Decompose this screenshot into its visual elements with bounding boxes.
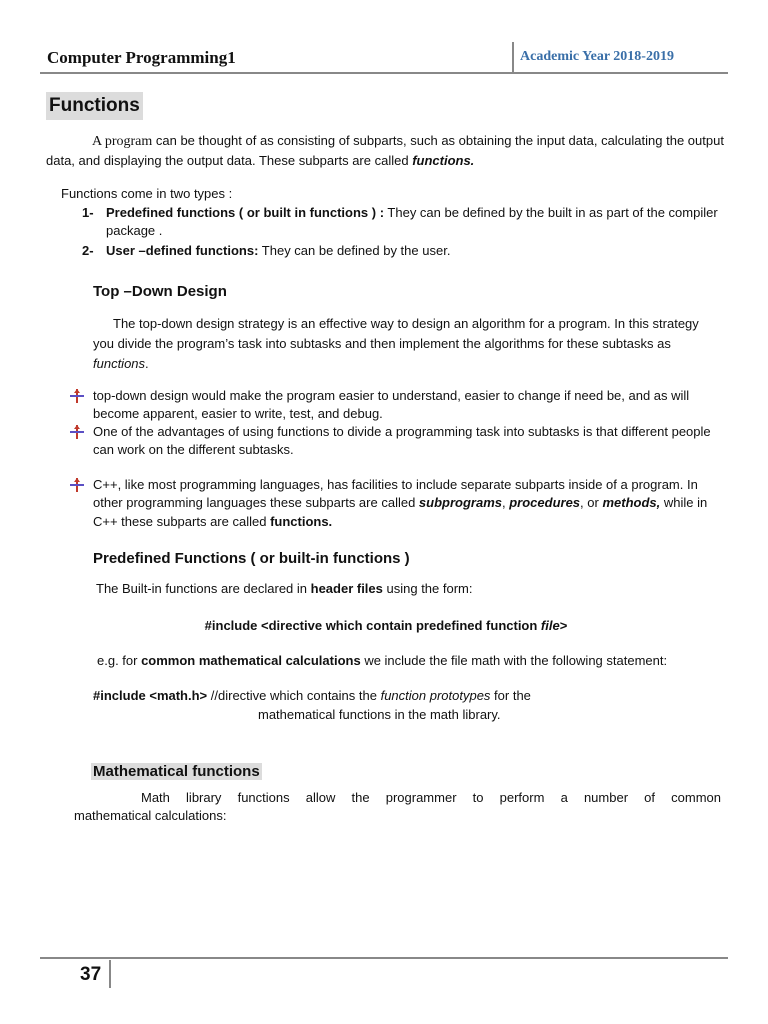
intro-lead: A program xyxy=(92,134,153,149)
math-functions-paragraph xyxy=(74,789,721,826)
types-item-text: They can be defined by the user. xyxy=(258,243,451,258)
predefined-text: using the form: xyxy=(382,581,473,596)
top-down-end: . xyxy=(145,356,149,371)
page-number: 37 xyxy=(80,964,102,985)
math-comment-line2: mathematical functions in the math library. xyxy=(258,707,501,722)
include-form-text: #include <directive which contain predefined function xyxy=(204,618,541,633)
arrow-bullet-icon xyxy=(70,389,84,403)
include-form-italic: file xyxy=(540,618,560,633)
top-down-heading: Top –Down Design xyxy=(93,283,227,300)
math-functions-text: mathematical calculations: xyxy=(74,808,227,824)
section-title: Functions xyxy=(46,92,143,120)
bullet-item: top-down design would make the program easier to understand, easier to change if need be, and as will become apparent, easier to write, test, and debug. xyxy=(93,388,690,422)
predefined-term: header files xyxy=(310,581,383,596)
intro-text: can be thought of as consisting of subparts, such as obtaining the input data, calculating the output data, and displaying the output data. These subparts are called xyxy=(46,133,724,168)
bullet-item-cpp xyxy=(93,476,717,531)
types-item-number: 1- xyxy=(82,205,94,220)
cpp-text: C++, like most programming languages, has facilities to include separate subparts inside of a program. In other programming languages these subparts are called xyxy=(93,477,698,511)
cpp-text: , or xyxy=(580,495,603,511)
cpp-term: subprograms xyxy=(418,495,502,511)
types-item-text: They can be defined by the built in as part of the compiler package . xyxy=(106,205,718,239)
top-down-paragraph xyxy=(93,314,717,374)
math-comment-italic: function prototypes xyxy=(380,688,491,703)
include-form-end: > xyxy=(559,618,568,633)
math-functions-heading xyxy=(91,761,262,782)
math-include-line xyxy=(93,687,723,705)
header-divider xyxy=(512,42,514,72)
types-item-label: Predefined functions ( or built in functions ) : xyxy=(106,205,385,220)
types-item-1 xyxy=(82,204,722,241)
course-title: Computer Programming1 xyxy=(47,48,236,67)
eg-line xyxy=(97,652,727,670)
math-include: #include <math.h> xyxy=(93,688,208,703)
types-item-label: User –defined functions: xyxy=(106,243,259,258)
math-comment: //directive which contains the xyxy=(207,688,381,703)
bullet-item: One of the advantages of using functions to divide a programming task into subtasks is that different people can work on the different subtasks. xyxy=(93,424,711,458)
cpp-term: functions. xyxy=(270,513,333,529)
cpp-term: methods, xyxy=(602,495,661,511)
arrow-bullet-icon xyxy=(70,425,84,439)
math-functions-text: Math library functions allow the programmer to perform a number of common xyxy=(141,790,721,805)
predefined-text: The Built-in functions are declared in xyxy=(96,581,311,596)
academic-year: Academic Year 2018-2019 xyxy=(520,49,674,64)
predefined-heading: Predefined Functions ( or built-in functions ) xyxy=(93,550,410,567)
include-form xyxy=(46,617,726,635)
eg-term: common mathematical calculations xyxy=(141,653,361,668)
intro-paragraph xyxy=(46,132,726,170)
types-item-number: 2- xyxy=(82,243,94,258)
types-item-2 xyxy=(82,242,722,260)
cpp-text: , xyxy=(502,495,510,511)
intro-term: functions. xyxy=(412,152,475,168)
eg-text: e.g. for xyxy=(97,653,142,668)
types-heading: Functions come in two types : xyxy=(61,186,233,201)
predefined-line xyxy=(96,580,720,598)
cpp-text: while in C++ these subparts are called xyxy=(93,495,708,529)
top-down-text: The top-down design strategy is an effective way to design an algorithm for a program. In this strategy you divide the program’s task into subtasks and then implement the algorithms for these subtasks as xyxy=(93,316,699,351)
math-functions-heading-text: Mathematical functions xyxy=(93,763,260,780)
cpp-term: procedures xyxy=(509,495,581,511)
arrow-bullet-icon xyxy=(70,478,84,492)
footer-divider xyxy=(109,960,111,988)
top-down-term: functions xyxy=(93,356,146,371)
footer-rule xyxy=(40,957,728,959)
math-comment: for the xyxy=(490,688,531,703)
eg-text: we include the file math with the following statement: xyxy=(360,653,668,668)
header-rule xyxy=(40,72,728,74)
